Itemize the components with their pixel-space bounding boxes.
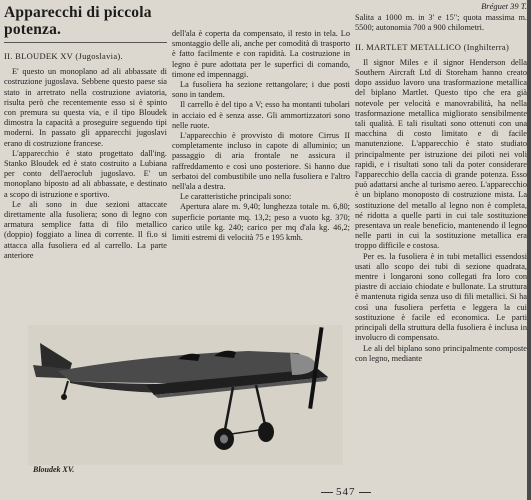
paragraph: Apertura alare m. 9,40; lunghezza totale m. 6,80; superficie portante mq. 13,2; peso a vuoto kg. 370; carico utile kg. 240; carico per mq d'ala kg. 46,2; limiti estremi di velocità 75 e 195 kmh.	[172, 202, 350, 243]
page-edge	[527, 0, 531, 500]
paragraph: L'apparecchio è provvisto di motore Cirrus II completamente incluso in capote di alluminio; un passaggio di aria frontale ne assicura il raffreddamento e così uno posteriore. Si hanno due serbatoi del combustibile uno nella fusoliera e l'altro nell'ala a destra.	[172, 131, 350, 192]
section-heading-bloudek: II. BLOUDEK XV (Jugoslavia).	[4, 51, 123, 61]
paragraph: Le caratteristiche principali sono:	[180, 192, 292, 202]
photo-caption: Bloudek XV.	[33, 465, 75, 474]
paragraph: La fusoliera ha sezione rettangolare; i due posti sono in tandem.	[172, 80, 350, 100]
paragraph: dell'ala è coperta da compensato, il resto in tela. Lo smontaggio delle ali, anche per comodità di trasporto è fatto facilmente e con rapidità. La costruzione in legno è pure adottata per le superfici di comando, timone ed impennaggi.	[172, 29, 350, 79]
folio-dash-right	[359, 492, 371, 493]
section-heading-martlet: II. MARTLET METALLICO (Inghilterra)	[355, 41, 510, 52]
paragraph: Le ali sono in due sezioni attaccate direttamente alla fusoliera; sono di legno con armatura semplice fatta di filo metallico (doppio) foggiato a linea di corrente. Il fi.o si attacca alla fusoliera ed al carrello. La parte anteriore	[4, 199, 167, 260]
page-title: Apparecchi di piccola potenza.	[4, 4, 152, 38]
paragraph: Per es. la fusoliera è in tubi metallici essendosi usati allo scopo dei tubi di sezione quadrata, mentre i longaroni sono collegati fra loro con piastre di acciaio chiodate e bullonate. La struttura è mantenuta rigida senza uso di fili metallici. Si ha così una fusoliera perfetta e leggera la cui sostituzione è facile ed economica. Le parti principali della struttura della fusoliera è inclusa in involucro di compensato.	[355, 251, 527, 343]
paragraph: Il signor Miles e il signor Henderson della Southern Aircraft Ltd di Storeham hanno creato dopo assiduo lavoro una trasformazione metallica del biplano Martlet. Questo tipo che era già notevole per velocità e manovrabilità, ha nella trasformazione metallica migliorato sensibilmente tali qualità. E tali risultati sono ottenuti con una macchina di costo limitato e di facile manutenzione. L'apparecchio è stato studiato principalmente per istruzione dei piloti nei voli rapidi, e i risultati sono tali da poter considerare l'apparecchio della caccia di grande potenza. Esso può adattarsi anche al turismo aereo. L'apparecchio è un biplano monoposto di costruzione mista. La sostituzione del metallo al legno non è completa, né ridotta a quelle parti in cui tale sostituzione presentava un reale beneficio, mantenendo il legno nelle parti in cui la sostituzione metallica era troppo difficile e costosa.	[355, 57, 527, 251]
running-head: Bréguet 39 T.	[481, 1, 527, 11]
paragraph: Le ali del biplano sono principalmente composte con legno, mediante	[355, 343, 527, 363]
left-column	[4, 0, 167, 261]
middle-column	[172, 0, 350, 243]
aircraft-photo	[28, 325, 343, 465]
paragraph: L'apparecchio è stato progettato dall'ing. Stanko Bloudek ed è stato costruito a Lubiana per conto dell'aeroclub jugoslavo. E' un monoplano biposto ad ali abbassate, e destinato a scopo di istruzione e sportivo.	[4, 148, 167, 199]
page-number	[318, 486, 374, 498]
page-number-text: 547	[336, 486, 356, 498]
right-column	[355, 0, 527, 364]
paragraph: Il carrello è del tipo a V; esso ha montanti tubolari in acciaio ed è senza asse. Gli ammortizzatori sono nelle ruote.	[172, 100, 350, 130]
paragraph: Salita a 1000 m. in 3' e 15"; quota massima m. 5500; autonomia 700 a 900 chilometri.	[355, 13, 527, 33]
folio-dash-left	[321, 492, 333, 493]
title-rule	[4, 42, 167, 43]
paragraph: E' questo un monoplano ad ali abbassate di costruzione jugoslava. Sebbene questo paese sia stato in arretrato nella costruzione aviatoria, risulta però che recentemente esso si è spinto con premura su questa via, e il tipo Bloudek dimostra la capacità a proseguire seguendo tipi moderni. In passato gli apparecchi jugoslavi erano di costruzione francese.	[4, 67, 167, 148]
